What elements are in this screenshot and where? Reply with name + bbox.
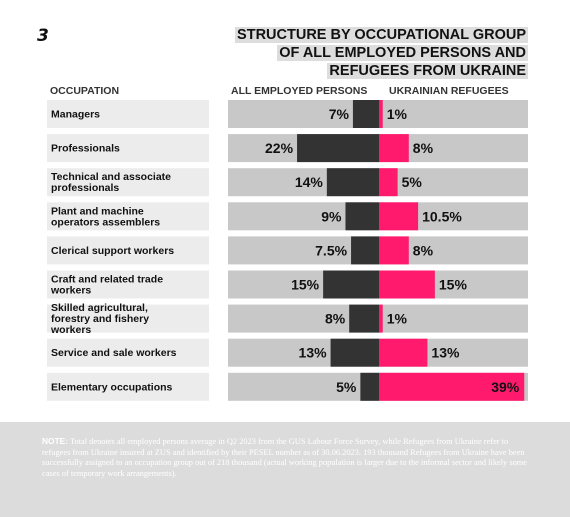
category-label: Skilled agricultural, forestry and fishery workers [51, 302, 150, 337]
bar-all-employed [351, 236, 379, 264]
note-label: NOTE: [42, 436, 69, 446]
value-label-all-employed: 7.5% [315, 242, 348, 259]
page-number: 3 [37, 26, 49, 46]
bar-all-employed [331, 339, 379, 367]
category-label: Service and sale workers [51, 347, 177, 360]
note-text: Total denotes all employed persons average in Q2 2023 from the GUS Labour Force Survey, while Refugees from Ukraine refer to refugees from Ukraine insured at ZUS and identified by their PESEL number as of 30.06.2023. 193 thousand Refugees from Ukraine have been successfully assigned to an occupation group out of 218 thousand (actual working population is larger due to the informal sector and likely some cases of temporary work arrangements). [42, 437, 528, 478]
category-label: Craft and related trade workers [51, 273, 164, 297]
category-label: Plant and machine operators assemblers [51, 205, 161, 229]
footnote [0, 422, 570, 517]
value-label-refugees: 13% [431, 344, 460, 361]
value-label-refugees: 5% [401, 174, 422, 191]
value-label-refugees: 8% [412, 140, 434, 157]
category-label: Professionals [51, 142, 120, 155]
value-label-all-employed: 13% [298, 344, 327, 361]
value-label-all-employed: 9% [321, 208, 342, 225]
value-label-all-employed: 15% [291, 276, 320, 293]
category-label: Managers [51, 108, 101, 121]
value-label-refugees: 1% [386, 106, 407, 122]
bar-all-employed [349, 305, 379, 333]
bar-all-employed [360, 373, 379, 401]
title-line: OF ALL EMPLOYED PERSONS AND [279, 45, 526, 61]
value-label-refugees: 10.5% [422, 208, 462, 225]
title-line: STRUCTURE BY OCCUPATIONAL GROUP [237, 27, 526, 43]
bar-refugees [379, 305, 383, 333]
bar-refugees [379, 134, 409, 162]
value-label-refugees: 15% [438, 276, 467, 293]
category-label: Elementary occupations [51, 381, 173, 394]
occupation-header: OCCUPATION [50, 85, 120, 97]
value-label-refugees: 1% [386, 310, 407, 327]
title-line: REFUGEES FROM UKRAINE [329, 63, 526, 79]
bar-all-employed [327, 168, 379, 196]
value-label-all-employed: 5% [336, 378, 357, 395]
bar-refugees [379, 202, 418, 230]
bar-all-employed [323, 271, 379, 299]
category-label: Technical and associate professionals [51, 171, 172, 195]
bar-all-employed [345, 202, 379, 230]
refugees-header: UKRAINIAN REFUGEES [389, 85, 509, 97]
bar-refugees [379, 271, 435, 299]
value-label-all-employed: 8% [324, 310, 346, 327]
bar-refugees [379, 100, 383, 128]
bar-refugees [379, 168, 398, 196]
bar-all-employed [353, 100, 379, 128]
category-label: Clerical support workers [51, 244, 175, 257]
value-label-refugees: 8% [412, 242, 434, 259]
bar-all-employed [297, 134, 379, 162]
value-label-refugees: 39% [491, 378, 520, 395]
bar-refugees [379, 236, 409, 264]
value-label-all-employed: 14% [294, 174, 323, 191]
all-employed-header: ALL EMPLOYED PERSONS [231, 85, 368, 97]
value-label-all-employed: 7% [328, 106, 349, 122]
bar-refugees [379, 339, 427, 367]
value-label-all-employed: 22% [265, 140, 294, 157]
